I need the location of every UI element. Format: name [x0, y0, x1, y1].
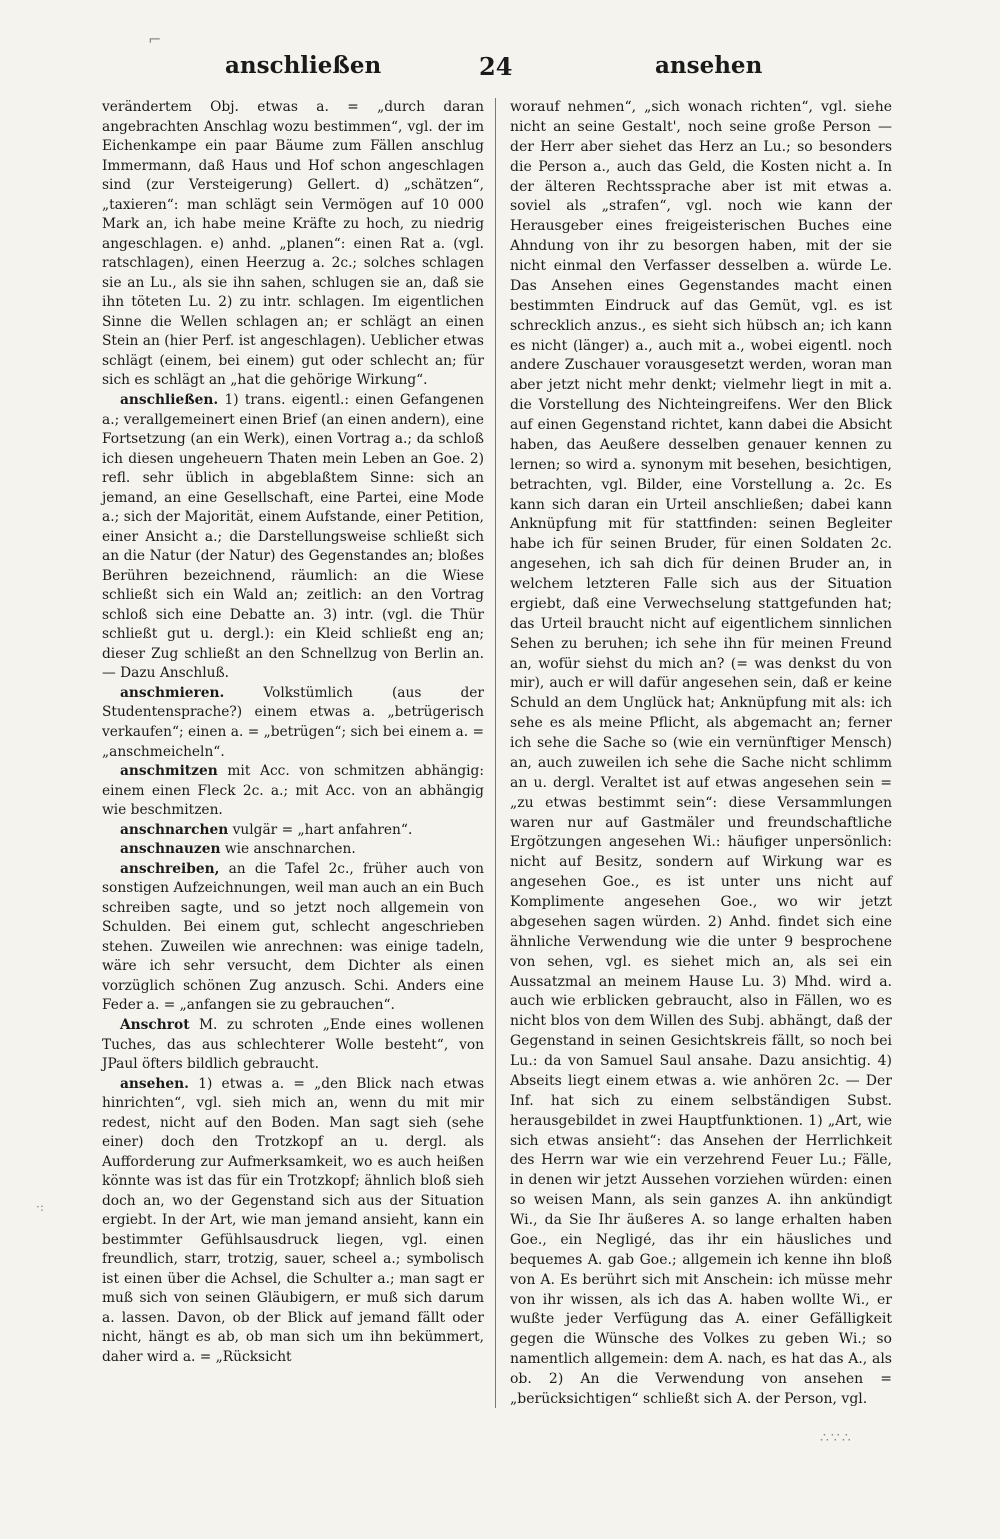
dictionary-entry	[102, 391, 484, 684]
entry-text: 1) etwas a. = „den Blick nach etwas hinrichten“, vgl. sieh mich an, wenn du mit mir redest, nicht auf den Boden. Man sagt sieh (sehe einer) doch den Trotzkopf an u. dergl. als Aufforderung zur Aufmerksamkeit, wo es auch heißen könnte was ist das für ein Trotzkopf; ähnlich bloß sieh doch an, wo der Gegenstand sich aus der Situation ergiebt. In der Art, wie man jemand ansieht, kann ein bestimmter Gefühlsausdruck liegen, vgl. einen freundlich, starr, trotzig, sauer, scheel a.; symbolisch ist einen über die Achsel, die Schulter a.; man sagt er muß sich von seinen Gläubigern, er muß sich darum a. lassen. Davon, ob der Blick auf jemand fällt oder nicht, hängt es ab, ob man sich um ihn bekümmert, daher wird a. = „Rücksicht	[102, 1075, 484, 1365]
paragraph-text: worauf nehmen“, „sich wonach richten“, vgl. siehe nicht an seine Gestalt', noch seine große Person — der Herr aber siehet das Herz an Lu.; so besonders die Person a., auch das Geld, die Kosten nicht a. In der älteren Rechtssprache aber ist mit etwas a. soviel als „strafen“, vgl. noch wie kann der Herausgeber eines freigeisterischen Buches eine Ahndung von ihr zu besorgen haben, mit der sie nicht einmal den Verfasser desselben a. würde Le. Das Ansehen eines Gegenstandes macht einen bestimmten Eindruck auf das Gemüt, vgl. es ist schrecklich anzus., es sieht sich hübsch an; ich kann es nicht (länger) a., auch mit a., wobei eigentl. noch andere Zuschauer vorausgesetzt werden, woran man aber jetzt nicht mehr denkt; vielmehr liegt in mit a. die Vorstellung des Nichteingreifens. Wer den Blick auf einen Gegenstand richtet, kann dabei die Absicht haben, das Aeußere desselben genauer kennen zu lernen; so wird a. synonym mit besehen, besichtigen, betrachten, vgl. Bilder, eine Vorstellung a. 2c. Es kann sich daran ein Urteil anschließen; dabei kann Anknüpfung mit für stattfinden: seinen Begleiter habe ich für seinen Bruder, für einen Soldaten 2c. angesehen, ich sah dich für deinen Bruder an, in welchem letzteren Falle sich aus der Situation ergiebt, daß eine Verwechselung stattgefunden hat; das Urteil braucht nicht auf eigentlichem sinnlichen Sehen zu beruhen; ich sehe ihn für meinen Freund an, wofür siehst du mich an? (= was denkst du von mir), auch er will dafür angesehen sein, daß er keine Schuld an dem Unglück hat; Anknüpfung mit als: ich sehe es als meine Pflicht, als abgemacht an; ferner ich sehe die Sache so (wie ein vernünftiger Mensch) an, auch zuweilen ich sehe die Sache nicht schlimm an u. dergl. Veraltet ist auf etwas angesehen sein = „zu etwas bestimmt sein“: diese Versammlungen waren nur auf Gastmäler und freundschaftliche Ergötzungen angesehen Wi.: häufiger unpersönlich: nicht auf Besitz, sondern auf Wirkung war es angesehen Goe., es ist unter uns nicht auf Komplimente angesehen Goe., wo wir jetzt abgesehen sagen würden. 2) Anhd. findet sich eine ähnliche Verwendung wie die unter 9 besprochene von sehen, vgl. es siehet mich an, als sei ein Aussatzmal an meinem Hause Lu. 3) Mhd. wird a. auch wie erblicken gebraucht, also in Fällen, wo es nicht blos von dem Willen des Subj. abhängt, daß der Gegenstand in seinen Gesichtskreis fällt, so noch bei Lu.: da von Samuel Saul ansahe. Dazu ansichtig. 4) Abseits liegt einem etwas a. wie anhören 2c. — Der Inf. hat sich zu einem selbständigen Subst. herausgebildet in zwei Hauptfunktionen. 1) „Art, wie sich etwas ansieht“: das Ansehen der Herrlichkeit des Herrn war wie ein verzehrend Feuer Lu.; Fälle, in denen wir jetzt Aussehen vorziehen würden: einen so weisen Mann, als sein ganzes A. ihn ankündigt Wi., da Sie Ihr äußeres A. so lange erhalten haben Goe., ein Negligé, das ihr ein häusliches und bequemes A. gab Goe.; allgemein ich kenne ihn bloß von A. Es berührt sich mit Anschein: ich müsse mehr von ihr wissen, als ich das A. haben wollte Wi., er wußte jeder Verfügung das A. einer Gefälligkeit gegen die Wünsche des Volkes zu geben Wi.; so namentlich allgemein: dem A. nach, es hat das A., als ob. 2) An die Verwendung von ansehen = „berücksichtigen“ schließt sich A. der Person, vgl.	[510, 99, 892, 1407]
entry-text: Volkstümlich (aus der Studentensprache?) einem etwas a. „betrügerisch verkaufen“; einen a. = „betrügen“; sich bei einem a. = „anschmeicheln“.	[102, 684, 484, 760]
left-running-headword: anschließen	[225, 52, 382, 79]
scan-smudge: ∴∵∴	[820, 1430, 853, 1446]
entry-lemma: anschnauzen	[120, 841, 221, 858]
entry-lemma: anschnarchen	[120, 821, 229, 838]
entry-lemma: anschmieren.	[120, 684, 225, 701]
dictionary-entry	[102, 1075, 484, 1368]
entry-text: M. zu schroten „Ende eines wollenen Tuches, das aus schlechterer Wolle besteht“, von JPaul öfters bildlich gebraucht.	[102, 1016, 484, 1073]
entry-lemma: anschmitzen	[120, 763, 218, 780]
dictionary-entry	[102, 821, 484, 841]
entry-lemma: anschreiben,	[120, 860, 220, 877]
entry-lemma: anschließen.	[120, 391, 219, 408]
dictionary-entry	[102, 762, 484, 821]
scan-mark: ⌐	[148, 30, 162, 49]
entry-text: an die Tafel 2c., früher auch von sonstigen Aufzeichnungen, weil man auch an ein Buch schreiben sagte, und so jetzt noch allgemein von Schulden. Bei einem gut, schlecht angeschrieben stehen. Zuweilen wie anrechnen: was einige tadeln, wäre ich sehr versucht, dem Dichter als einen vorzüglich schönen Zug anzusch. Schi. Anders eine Feder a. = „anfangen sie zu gebrauchen“.	[102, 860, 484, 1014]
scan-speck: ·:	[36, 1200, 44, 1214]
right-column	[510, 98, 892, 1410]
entry-text: 1) trans. eigentl.: einen Gefangenen a.; verallgemeinert einen Brief (an einen andern), eine Fortsetzung (an ein Werk), einen Vortrag a.; da schloß ich diesen ungeheuern Thaten mein Leben an Goe. 2) refl. sehr üblich in abgeblaßtem Sinne: sich an jemand, an eine Gesellschaft, eine Partei, eine Mode a.; sich der Majorität, einem Aufstande, einer Petition, einer Ansicht a.; die Darstellungsweise schließt sich an die Natur (der Natur) des Gegenstandes an; bloßes Berühren bezeichnend, räumlich: an die Wiese schließt sich ein Wald an; zeitlich: an den Vortrag schloß sich eine Debatte an. 3) intr. (vgl. die Thür schließt gut u. dergl.): ein Kleid schließt eng an; dieser Zug schließt an den Schnellzug von Berlin an. — Dazu Anschluß.	[102, 391, 484, 682]
entry-lemma: Anschrot	[120, 1016, 190, 1033]
dictionary-entry	[102, 860, 484, 1016]
entry-lemma: ansehen.	[120, 1075, 189, 1092]
entry-text: vulgär = „hart anfahren“.	[228, 821, 413, 838]
paragraph-text: verändertem Obj. etwas a. = „durch daran angebrachten Anschlag wozu bestimmen“, vgl. der im Eichenkampe ein paar Bäume zum Fällen anschlug Immermann, daß Haus und Hof schon angeschlagen sind (zur Versteigerung) Gellert. d) „schätzen“, „taxieren“: man schlägt sein Vermögen auf 10 000 Mark an, ich habe meine Kräfte zu hoch, zu niedrig angeschlagen. e) anhd. „planen“: einen Rat a. (vgl. ratschlagen), einen Heerzug a. 2c.; solches schlagen sie an Lu., als sie ihn sahen, schlugen sie an, daß sie ihn töteten Lu. 2) zu intr. schlagen. Im eigentlichen Sinne die Wellen schlagen an; er schlägt an einen Stein an (hier Perf. ist angeschlagen). Ueblicher etwas schlägt (einem, bei einem) gut oder schlecht an; für sich es schlägt an „hat die gehörige Wirkung“.	[102, 99, 484, 389]
column-divider	[495, 98, 496, 1408]
dictionary-entry	[102, 840, 484, 860]
entry-text: wie anschnarchen.	[220, 841, 356, 858]
page-number: 24	[479, 52, 513, 81]
dictionary-entry	[102, 1016, 484, 1075]
right-running-headword: ansehen	[655, 52, 763, 79]
left-column	[102, 98, 484, 1410]
dictionary-entry	[102, 684, 484, 762]
page-header	[100, 52, 900, 92]
continuation-paragraph	[102, 98, 484, 391]
continuation-paragraph	[510, 98, 892, 1410]
entry-text: mit Acc. von schmitzen abhängig: einem einen Fleck 2c. a.; mit Acc. von an abhängig wie beschmitzen.	[102, 763, 484, 819]
